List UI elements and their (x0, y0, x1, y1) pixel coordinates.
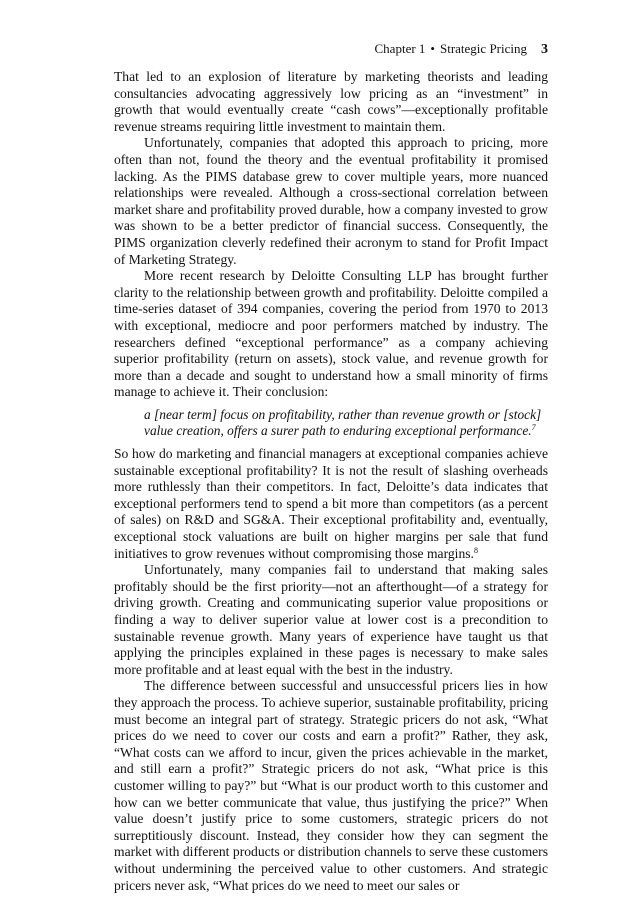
chapter-title: Strategic Pricing (439, 41, 527, 56)
paragraph: That led to an explosion of literature by marketing theorists and leading consultancies advocating aggressively low pricing as an “investment” in growth that would eventually create “cash cows”—exceptionally profitable revenue streams requiring little investment to maintain them. (114, 69, 548, 134)
paragraph (114, 446, 548, 562)
paragraph: More recent research by Deloitte Consulting LLP has brought further clarity to the relationship between growth and profitability. Deloitte compiled a time-series dataset of 394 companies, covering the period from 1970 to 2013 with exceptional, mediocre and poor performers matched by industry. The researchers defined “exceptional performance” as a company achieving superior profitability (return on assets), stock value, and revenue growth for more than a decade and sought to understand how a small minority of firms manage to achieve it. Their conclusion: (114, 268, 548, 400)
block-quote (144, 407, 548, 440)
quote-text: a [near term] focus on profitability, rather than revenue growth or [stock] value creation, offers a surer path to enduring exceptional performance. (144, 406, 542, 439)
paragraph: The difference between successful and unsuccessful pricers lies in how they approach the process. To achieve superior, sustainable profitability, pricing must become an integral part of strategy. Strategic pricers do not ask, “What prices do we need to cover our costs and earn a profit?” Rather, they ask, “What costs can we afford to incur, given the prices achievable in the market, and still earn a profit?” Strategic pricers do not ask, “What price is this customer willing to pay?” but “What is our product worth to this customer and how can we better communicate that value, thus justifying the price?” When value doesn’t justify price to some customers, strategic pricers do not surreptitiously discount. Instead, they consider how they can segment the market with different products or distribution channels to serve these customers without undermining the perceived value to other customers. And strategic pricers never ask, “What prices do we need to meet our sales or (114, 678, 548, 893)
paragraph: Unfortunately, companies that adopted this approach to pricing, more often than not, found the theory and the eventual profitability it promised lacking. As the PIMS database grew to cover multiple years, more nuanced relationships were revealed. Although a cross-sectional correlation between market share and profitability proved durable, how a company invested to grow was shown to be a better predictor of financial success. Consequently, the PIMS organization cleverly redefined their acronym to stand for Profit Impact of Marketing Strategy. (114, 135, 548, 267)
body-text (114, 69, 548, 894)
footnote-ref: 7 (531, 423, 536, 433)
paragraph: Unfortunately, many companies fail to understand that making sales profitably should be the first priority—not an afterthought—of a strategy for driving growth. Creating and communicating superior value propositions or finding a way to deliver superior value at lower cost is a precondition to sustainable revenue growth. Many years of experience have taught us that applying the principles explained in these pages is necessary to make sales more profitable and at least equal with the best in the industry. (114, 562, 548, 677)
header-separator: • (430, 41, 435, 56)
footnote-ref: 8 (473, 545, 478, 555)
chapter-label: Chapter 1 (374, 41, 426, 56)
running-header (375, 41, 548, 58)
page-number: 3 (541, 42, 548, 57)
paragraph-text: So how do marketing and financial managers at exceptional companies achieve sustainable exceptional profitability? It is not the result of slashing overheads more ruthlessly than their competitors. In fact, Deloitte’s data indicates that exceptional performers tend to spend a bit more than competitors (as a percent of sales) on R&D and SG&A. Their exceptional profitability and, eventually, exceptional stock valuations are built on higher margins per sale that fund initiatives to grow revenues without compromising those margins. (114, 446, 548, 561)
